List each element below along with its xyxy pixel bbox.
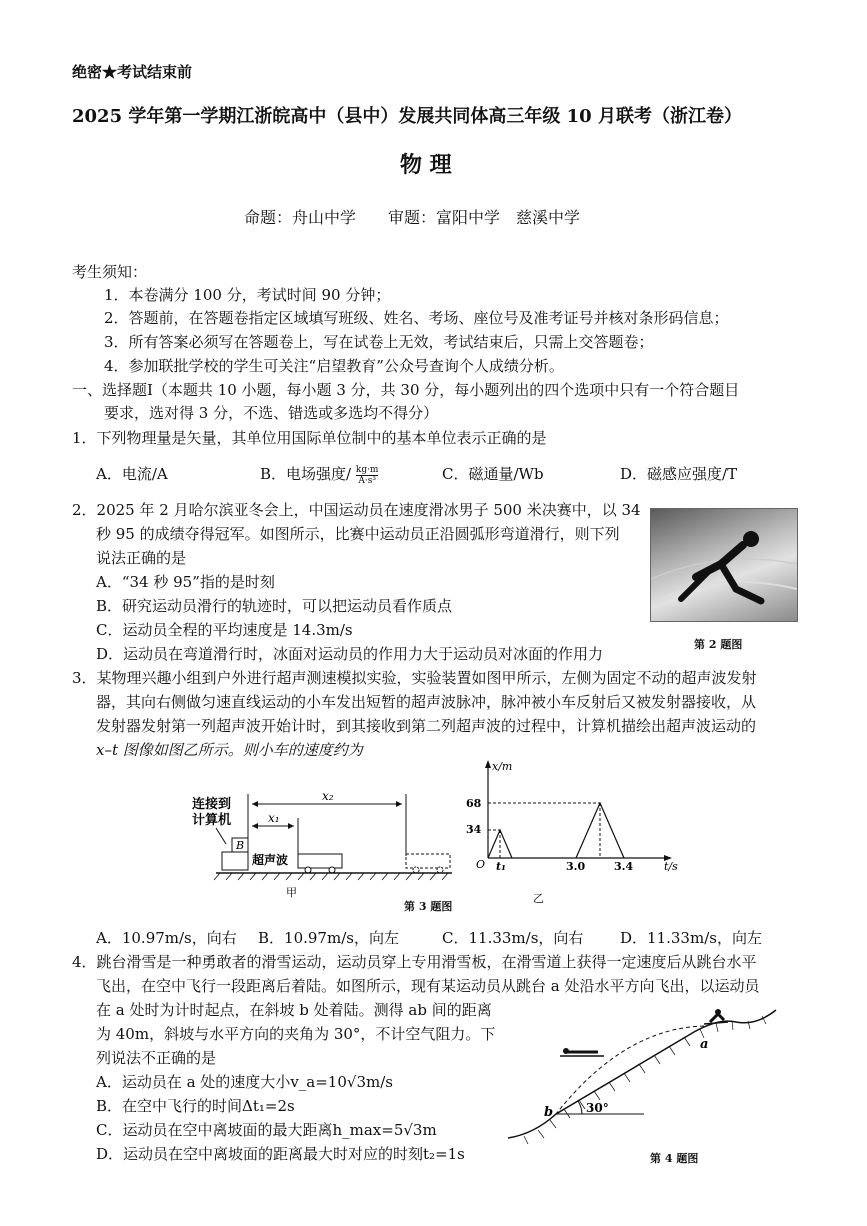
pulse-1-line [488, 830, 512, 858]
q1-stem: 1．下列物理量是矢量，其单位用国际单位制中的基本单位表示正确的是 [72, 429, 547, 447]
slope-angle-label: 30° [586, 1101, 609, 1115]
q3-option-b: B．10.97m/s，向左 [258, 929, 399, 947]
y-tick-68: 68 [466, 797, 482, 810]
origin-label: O [476, 858, 486, 871]
q3-figure-b [460, 754, 710, 884]
q3-option-d: D．11.33m/s，向左 [620, 929, 762, 947]
q4-stem-line: 列说法不正确的是 [96, 1049, 217, 1067]
q3-option-c: C．11.33m/s，向右 [442, 929, 584, 947]
slope-hatching [524, 1016, 766, 1144]
skier-icon [704, 1009, 728, 1024]
q3-figure-a [186, 784, 456, 900]
flying-skier-icon [560, 1048, 604, 1056]
emitter-box-label: B [236, 839, 245, 852]
q4-stem-line: 飞出，在空中飞行一段距离后着陆。如图所示，现有某运动员从跳台 a 处沿水平方向飞出，以运动员 [96, 977, 760, 995]
q4-option-d: D．运动员在空中离坡面的距离最大时对应的时刻t₂=1s [96, 1145, 465, 1163]
q4-stem-line: 4．跳台滑雪是一种勇敢者的滑雪运动，运动员穿上专用滑雪板，在滑雪道上获得一定速度后从跳台水平 [72, 953, 757, 971]
ultrasound-label: 超声波 [252, 853, 289, 867]
q2-option-c: C．运动员全程的平均速度是 14.3m/s [96, 621, 353, 639]
q2-stem-line: 秒 95 的成绩夺得冠军。如图所示，比赛中运动员正沿圆弧形弯道滑行，则下列 [96, 525, 620, 543]
q3-stem-line: x–t 图像如图乙所示。则小车的速度约为 [96, 741, 363, 759]
notice-item: 2．答题前，在答题卷指定区域填写班级、姓名、考场、座位号及准考证号并核对条形码信息； [104, 309, 729, 327]
q2-option-b: B．研究运动员滑行的轨迹时，可以把运动员看作质点 [96, 597, 453, 615]
section-heading: 一、选择题Ⅰ（本题共 10 小题，每小题 3 分，共 30 分，每小题列出的四个选项中只有一个符合题目 [72, 381, 740, 399]
q2-option-a: A．“34 秒 95”指的是时刻 [96, 573, 275, 591]
q1-option-b [260, 464, 378, 486]
notice-item: 1．本卷满分 100 分，考试时间 90 分钟； [104, 286, 391, 304]
figure-a-label: 甲 [286, 886, 297, 899]
subject-title: 物 理 [400, 152, 452, 178]
speed-skater-figure [651, 509, 797, 621]
q4-option-a: A．运动员在 a 处的速度大小v_a=10√3m/s [96, 1073, 393, 1091]
y-axis-label: x/m [492, 760, 513, 773]
section-heading-cont: 要求，选对得 3 分，不选、错选或多选均不得分） [104, 404, 439, 422]
point-a-label: a [700, 1037, 709, 1052]
x-tick-t1: t₁ [496, 860, 506, 873]
q1-option-c: C．磁通量/Wb [442, 465, 544, 483]
q4-option-c: C．运动员在空中离坡面的最大距离h_max=5√3m [96, 1121, 437, 1139]
q3-stem-line: 器，其向右侧做匀速直线运动的小车发出短暂的超声波脉冲，脉冲被小车反射后又被发射器接收，从 [96, 693, 757, 711]
confidential-label: 绝密★考试结束前 [72, 63, 193, 81]
q1-option-b-prefix: B．电场强度/ [260, 465, 352, 483]
q4-option-b: B．在空中飞行的时间Δt₁=2s [96, 1097, 295, 1115]
setters-line: 命题：舟山中学 审题：富阳中学 慈溪中学 [244, 208, 581, 227]
x1-label: x₁ [268, 811, 280, 825]
notice-item: 3．所有答案必须写在答题卷上，写在试卷上无效，考试结束后，只需上交答题卷； [104, 333, 654, 351]
q2-stem-line: 说法正确的是 [96, 549, 187, 567]
x-axis-label: t/s [664, 860, 678, 873]
q3-figure-caption: 第 3 题图 [404, 900, 453, 913]
q3-option-a: A．10.97m/s，向右 [96, 929, 237, 947]
figure-b-label: 乙 [533, 892, 544, 905]
x-tick-3-4: 3.4 [614, 860, 634, 873]
y-tick-34: 34 [466, 823, 482, 836]
q4-stem-line: 为 40m，斜坡与水平方向的夹角为 30°，不计空气阻力。下 [96, 1025, 496, 1043]
fraction-numerator: kg·m [355, 464, 379, 475]
q2-option-d: D．运动员在弯道滑行时，冰面对运动员的作用力大于运动员对冰面的作用力 [96, 645, 604, 663]
connect-label-2: 计算机 [192, 813, 232, 828]
q3-stem-line: 3．某物理兴趣小组到户外进行超声测速模拟实验，实验装置如图甲所示，左侧为固定不动的超声波发射 [72, 669, 757, 687]
q2-stem-line: 2．2025 年 2 月哈尔滨亚冬会上，中国运动员在速度滑冰男子 500 米决赛中，以 34 [72, 501, 641, 519]
q4-stem-line: 在 a 处时为计时起点，在斜坡 b 处着陆。测得 ab 间的距离 [96, 1001, 492, 1019]
x2-label: x₂ [322, 789, 334, 803]
notice-item: 4．参加联批学校的学生可关注“启望教育”公众号查询个人成绩分析。 [104, 357, 564, 375]
q1-option-d: D．磁感应强度/T [620, 465, 738, 483]
connect-label-1: 连接到 [192, 797, 232, 812]
q2-figure-caption: 第 2 题图 [694, 638, 743, 651]
point-b-label: b [544, 1105, 554, 1120]
x-tick-3-0: 3.0 [566, 860, 586, 873]
q4-ski-jump-figure [504, 1002, 784, 1144]
speed-skater-photo [650, 508, 798, 622]
q1-option-a: A．电流/A [96, 465, 168, 483]
q1-option-b-fraction [356, 465, 379, 486]
q4-figure-caption: 第 4 题图 [650, 1152, 699, 1165]
q3-stem-line: 发射器发射第一列超声波开始计时，到其接收到第二列超声波的过程中，计算机描绘出超声波运动的 [96, 717, 757, 735]
notice-heading: 考生须知： [72, 263, 148, 281]
fraction-denominator: A·s³ [358, 475, 376, 486]
exam-title: 2025 学年第一学期江浙皖高中（县中）发展共同体高三年级 10 月联考（浙江卷） [72, 106, 742, 127]
